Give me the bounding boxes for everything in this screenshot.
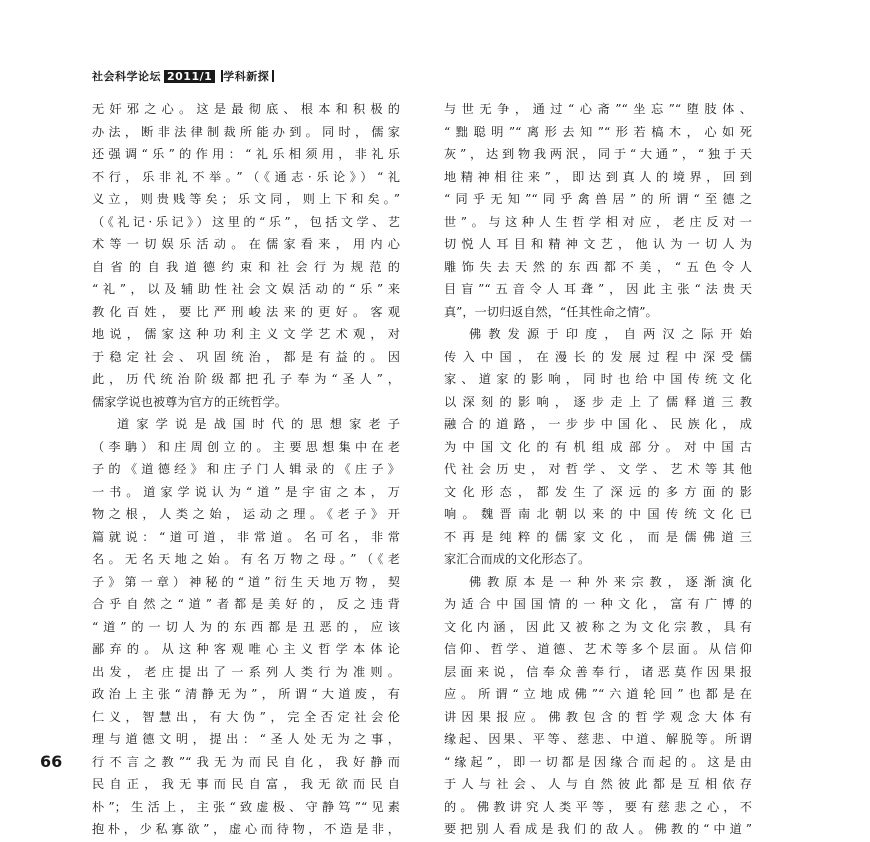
text-line: 民自正，我无事而民自富，我无欲而民自 (92, 777, 400, 791)
text-line: （《礼记·乐记》）这里的“乐”，包括文学、艺 (92, 214, 400, 229)
text-line: 目盲”“五音令人耳聋”，因此主张“法贵天 (444, 282, 752, 296)
text-line: 子》第一章）神秘的“道”衍生天地万物，契 (92, 574, 400, 589)
text-line: 术等一切娱乐活动。在儒家看来，用内心 (92, 237, 400, 251)
page-number: 66 (40, 752, 63, 771)
text-line: 灰”，达到物我两泯，同于“大通”，“独于天 (444, 147, 752, 161)
text-line: 于人与社会、人与自然彼此都是互相依存 (444, 777, 752, 791)
text-line: （李聃）和庄周创立的。主要思想集中在老 (92, 439, 400, 454)
text-line: 抱朴，少私寡欲”，虚心而待物，不造是非， (92, 822, 400, 836)
text-line: 以深刻的影响，逐步走上了儒释道三教 (444, 394, 752, 409)
text-line: 一书。道家学说认为“道”是宇宙之本，万 (92, 484, 400, 499)
text-line: 真”，一切归返自然，“任其性命之情”。 (444, 304, 658, 319)
text-line: 自省的自我道德约束和社会行为规范的 (92, 259, 400, 274)
text-line: 为中国文化的有机组成部分。对中国古 (444, 439, 752, 454)
text-line: 融合的道路，一步步中国化、民族化，成 (444, 417, 752, 431)
text-line: 政治上主张“清静无为”，所谓“大道废，有 (92, 687, 400, 701)
text-line: 儒家学说也被尊为官方的正统哲学。 (92, 394, 287, 409)
text-line: 家、道家的影响，同时也给中国传统文化 (444, 372, 752, 386)
text-line: “礼”，以及辅助性社会文娱活动的“乐”来 (92, 282, 400, 296)
text-line: 切悦人耳目和精神文艺，他认为一切人为 (444, 237, 752, 251)
text-line: 家汇合而成的文化形态了。 (444, 552, 591, 566)
text-line: 地精神相往来”，即达到真人的境界，回到 (444, 169, 752, 184)
text-line: 代社会历史，对哲学、文学、艺术等其他 (444, 462, 752, 476)
text-line: “道”的一切人为的东西都是丑恶的，应该 (92, 619, 400, 634)
text-line: 此，历代统治阶级都把孔子奉为“圣人”， (92, 372, 400, 386)
text-line: 于稳定社会、巩固统治，都是有益的。因 (92, 349, 400, 364)
text-line: 地说，儒家这种功利主义文学艺术观，对 (92, 327, 400, 341)
text-line: 文化内涵，因此又被称之为文化宗教，具有 (444, 619, 752, 634)
text-line: 雕饰失去天然的东西都不美，“五色令人 (444, 259, 752, 274)
text-line: 无奸邪之心。这是最彻底、根本和积极的 (92, 102, 400, 116)
text-line: 理与道德文明，提出：“圣人处无为之事， (92, 732, 400, 746)
text-line: 不再是纯粹的儒家文化，而是儒佛道三 (444, 529, 752, 544)
text-line: 佛教发源于印度，自两汉之际开始 (469, 327, 752, 341)
text-line: 物之根，人类之始，运动之理。《老子》开 (92, 507, 400, 521)
text-line: 教化百姓，要比严刑峻法来的更好。客观 (92, 304, 400, 319)
text-line: 仁义，智慧出，有大伪”，完全否定社会伦 (92, 709, 400, 724)
text-line: 义立，则贵贱等矣；乐文同，则上下和矣。” (92, 192, 400, 206)
text-line: 不行，乐非礼不举。”（《通志·乐论》）“礼 (92, 169, 400, 184)
text-line: “黜聪明”“离形去知”“形若槁木，心如死 (444, 124, 752, 139)
text-line: 合乎自然之“道”者都是美好的，反之违背 (92, 597, 400, 611)
text-line: 行不言之教”“我无为而民自化，我好静而 (92, 754, 400, 769)
text-line: 鄙弃的。从这种客观唯心主义哲学本体论 (92, 642, 400, 656)
header-end-bar (272, 70, 274, 82)
text-line: “同乎无知”“同乎禽兽居”的所谓“至德之 (444, 192, 752, 206)
text-line: 朴”；生活上，主张“致虚极、守静笃”“见素 (92, 799, 400, 814)
right-text-column (444, 98, 752, 841)
text-line: 佛教原本是一种外来宗教，逐渐演化 (469, 574, 752, 589)
text-line: 传入中国，在漫长的发展过程中深受儒 (444, 349, 752, 364)
text-line: 缘起、因果、平等、慈悲、中道、解脱等。所谓 (444, 732, 752, 746)
text-line: 为适合中国国情的一种文化，富有广博的 (444, 597, 752, 611)
text-line: 道家学说是战国时代的思想家老子 (117, 417, 400, 431)
text-line: 要把别人看成是我们的敌人。佛教的“中道” (444, 822, 752, 836)
text-line: 办法，断非法律制裁所能办到。同时，儒家 (92, 124, 400, 139)
left-text-column (92, 98, 400, 841)
issue-badge: 2011/1 (164, 70, 215, 83)
text-line: 篇就说：“道可道，非常道。名可名，非常 (92, 529, 400, 544)
section-name: 学科新探 (223, 70, 270, 83)
text-line: 的。佛教讲究人类平等，要有慈悲之心，不 (444, 799, 752, 814)
text-line: 响。魏晋南北朝以来的中国传统文化已 (444, 507, 752, 521)
text-line: 世”。与这种人生哲学相对应，老庄反对一 (444, 214, 752, 229)
text-line: 文化形态，都发生了深远的多方面的影 (444, 484, 752, 499)
text-line: 还强调“乐”的作用：“礼乐相须用，非礼乐 (92, 147, 400, 161)
journal-name: 社会科学论坛 (92, 70, 161, 83)
text-line: “缘起”，即一切都是因缘合而起的。这是由 (444, 754, 752, 769)
text-line: 子的《道德经》和庄子门人辑录的《庄子》 (92, 462, 400, 476)
text-line: 名。无名天地之始。有名万物之母。”（《老 (92, 552, 400, 566)
text-line: 出发，老庄提出了一系列人类行为准则。 (92, 664, 400, 679)
text-line: 与世无争，通过“心斋”“坐忘”“堕肢体、 (444, 102, 752, 116)
text-line: 层面来说，信奉众善奉行，诸恶莫作因果报 (444, 664, 752, 679)
text-line: 应。所谓“立地成佛”“六道轮回”也都是在 (444, 687, 752, 701)
text-line: 讲因果报应。佛教包含的哲学观念大体有 (444, 709, 752, 724)
running-header (92, 68, 274, 84)
text-line: 信仰、哲学、道德、艺术等多个层面。从信仰 (444, 642, 752, 656)
